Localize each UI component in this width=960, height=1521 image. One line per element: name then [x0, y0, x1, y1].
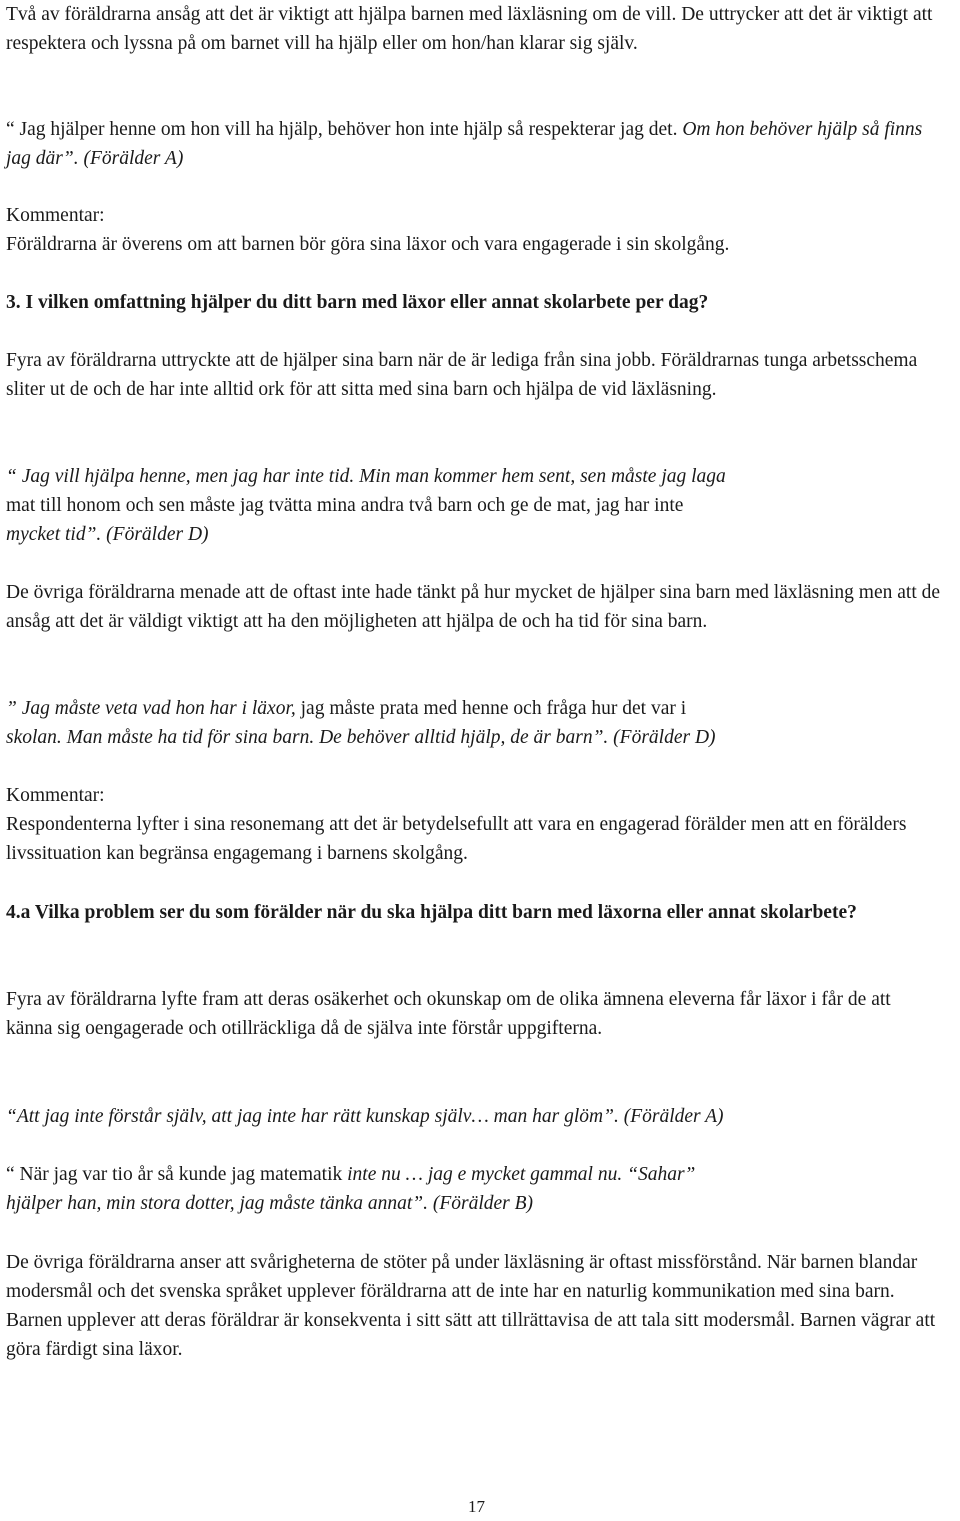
quote-part-d: mycket tid”. (Förälder D): [6, 524, 209, 545]
comment-text-1: Föräldrarna är överens om att barnen bör göra sina läxor och vara engagerade i sin skolgång.: [6, 234, 730, 255]
paragraph-intro: Två av föräldrarna ansåg att det är viktigt att hjälpa barnen med läxläsning om de vill. De uttrycker att det är viktigt att respektera och lyssna på om barnet vill ha hjälp eller om hon/han klarar sig själv.: [6, 4, 933, 54]
paragraph-question-4a: Fyra av föräldrarna lyfte fram att deras osäkerhet och okunskap om de olika ämnena eleverna får läxor i får de att känna sig oengagerade och otillräckliga då de själva inte förstår uppgifterna.: [6, 989, 891, 1039]
quote-part-a: ” Jag måste veta vad hon har i läxor,: [6, 698, 296, 719]
quote-parent-d-1: [6, 462, 941, 549]
quote-part-a: “ Jag vill hjälpa henne, men jag har inte tid.: [6, 466, 355, 487]
page-number: 17: [468, 1497, 485, 1516]
quote-part-b: jag måste prata med henne och fråga hur det var i: [295, 698, 687, 719]
quote-parent-b: [6, 1160, 941, 1218]
quote-parent-d-2: [6, 694, 941, 752]
quote-text-italic: Om hon behöver hjälp så finns jag där”. (Förälder A): [6, 119, 923, 169]
quote-part-a: “ När jag var tio år så kunde jag matematik: [6, 1164, 343, 1185]
quote-part-c: hjälper han, min stora dotter, jag måste tänka annat”. (Förälder B): [6, 1193, 534, 1214]
paragraph-misunderstandings: De övriga föräldrarna anser att svårigheterna de stöter på under läxläsning är oftast missförstånd. När barnen blandar modersmål och det svenska språket upplever föräldrarna att de inte har en naturlig kommunikation med sina barn. Barnen upplever att deras föräldrar är konsekventa i sitt sätt att tillrättavisa de att tala sitt modersmål. Barnen vägrar att göra färdigt sina läxor.: [6, 1252, 936, 1360]
document-page: [6, 0, 946, 1515]
comment-label-1: Kommentar:: [6, 205, 105, 226]
question-heading-3: 3. I vilken omfattning hjälper du ditt barn med läxor eller annat skolarbete per dag?: [6, 292, 709, 313]
comment-label-2: Kommentar:: [6, 785, 105, 806]
comment-text-2: Respondenterna lyfter i sina resonemang att det är betydelsefullt att vara en engagerad förälder men att en förälders livssituation kan begränsa engagemang i barnens skolgång.: [6, 814, 907, 864]
question-heading-4a: 4.a Vilka problem ser du som förälder när du ska hjälpa ditt barn med läxorna eller annat skolarbete?: [6, 902, 857, 923]
quote-parent-a-2: “Att jag inte förstår själv, att jag inte har rätt kunskap själv… man har glöm”. (Förälder A): [6, 1106, 724, 1127]
quote-part-c: skolan. Man måste ha tid för sina barn. De behöver alltid hjälp, de är barn”. (Förälder D): [6, 727, 716, 748]
quote-part-b: Min man kommer hem sent, sen måste jag laga: [354, 466, 726, 487]
quote-text-normal: “ Jag hjälper henne om hon vill ha hjälp, behöver hon inte hjälp så respekterar jag det.: [6, 119, 678, 140]
paragraph-other-parents: De övriga föräldrarna menade att de oftast inte hade tänkt på hur mycket de hjälper sina barn med läxläsning men att de ansåg att det är väldigt viktigt att ha den möjligheten att hjälpa de och ha tid för sina barn.: [6, 582, 941, 632]
quote-parent-a: [6, 115, 941, 173]
quote-part-b: inte nu … jag e mycket gammal nu. “Sahar”: [342, 1164, 696, 1185]
quote-part-c: mat till honom och sen måste jag tvätta mina andra två barn och ge de mat, jag har inte: [6, 495, 684, 516]
paragraph-question-3: Fyra av föräldrarna uttryckte att de hjälper sina barn när de är lediga från sina jobb. Föräldrarnas tunga arbetsschema sliter ut de och de har inte alltid ork för att sitta med sina barn och hjälpa de vid läxläsning.: [6, 350, 918, 400]
